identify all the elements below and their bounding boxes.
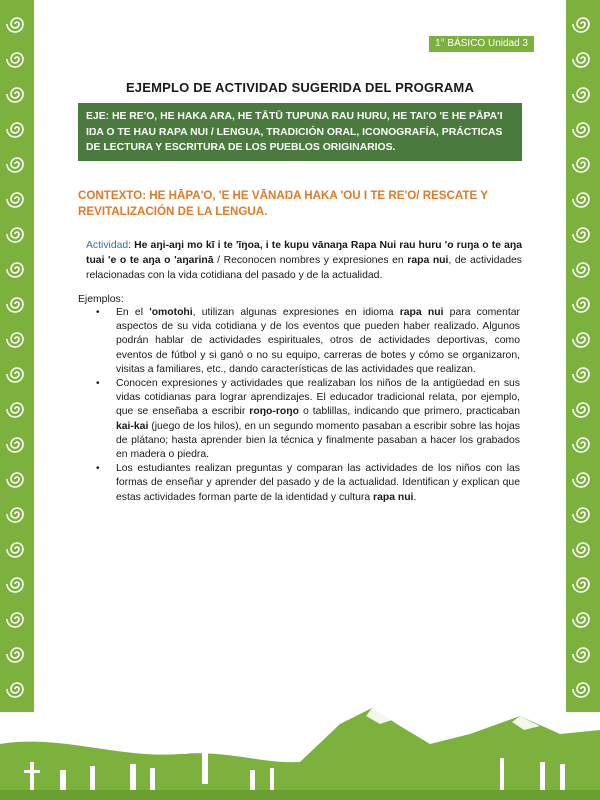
contexto-heading: CONTEXTO: HE HĀPA'O, 'E HE VĀNAŊA HAKA 'OU I TE RE'O/ RESCATE Y REVITALIZACIÓN DE LA LENGUA.	[78, 189, 488, 218]
spiral-motif-icon	[572, 293, 594, 315]
page-title: EJEMPLO DE ACTIVIDAD SUGERIDA DEL PROGRAMA	[125, 80, 475, 95]
item-bold: 'omotohi	[149, 307, 193, 318]
eje-box: EJE: HE RE'O, HE HAKA ARA, HE TĀTŪ TUPUNA RAU HURU, HE TAI'O 'E HE PĀPA'I IŊA O TE HAU RAPA NUI / LENGUA, TRADICIÓN ORAL, ICONOGRAFÍA, PRÁCTICAS DE LECTURA Y ESCRITURA DE LOS PUEBLOS ORIGINARIOS.	[78, 103, 522, 161]
spiral-motif-icon	[6, 398, 28, 420]
spiral-motif-icon	[572, 608, 594, 630]
spiral-motif-icon	[6, 328, 28, 350]
spiral-motif-icon	[6, 503, 28, 525]
spiral-motif-icon	[572, 538, 594, 560]
ejemplos-label: Ejemplos:	[78, 294, 124, 305]
bullet-icon: •	[96, 307, 100, 318]
spiral-motif-icon	[572, 223, 594, 245]
landscape-illustration	[0, 704, 600, 800]
item-text: para comentar aspectos de su vida cotidiana y de los eventos que pueden haber realizado. Algunos podrán hablar de actividades espirituales, otros de actividades deportivas, como eventos de fútbol y si ganó o no su equipo, carreras de botes y cómo se organizaron, visitas a familiares, etc., dando características de las actividades que realizan.	[116, 307, 520, 375]
bullet-icon: •	[96, 378, 100, 390]
spiral-motif-icon	[572, 363, 594, 385]
list-item	[96, 377, 520, 462]
spiral-motif-icon	[572, 678, 594, 700]
actividad-rapanui-title: He aŋi-aŋi mo kī i te 'īŋoa, i te kupu vānaŋa Rapa Nui rau huru 'o ruŋa o te aŋa tuai 'e o te aŋa o 'aŋarinā	[86, 240, 522, 266]
list-item	[96, 462, 520, 505]
item-bold: rapa nui	[373, 491, 414, 503]
item-text: o tablillas, indicando que primero, practicaban	[298, 406, 520, 418]
spiral-motif-icon	[572, 643, 594, 665]
item-text: Conocen expresiones y actividades que realizaban los niños de la antigüedad en sus vidas cotidianas para lograr aprendizajes. El educador tradicional relata, por ejemplo, que se enseñaba a escribir	[116, 378, 520, 418]
unit-badge: 1° BÁSICO Unidad 3	[429, 36, 534, 52]
spiral-motif-icon	[6, 468, 28, 490]
spiral-motif-icon	[572, 573, 594, 595]
actividad-bold-a: rapa nui	[407, 255, 449, 266]
spiral-motif-icon	[572, 398, 594, 420]
item-bold: roŋo-roŋo	[249, 406, 299, 418]
actividad-label: Actividad	[86, 240, 129, 251]
spiral-motif-icon	[6, 538, 28, 560]
spiral-motif-icon	[6, 188, 28, 210]
spiral-motif-icon	[6, 363, 28, 385]
item-bold: kai-kai	[116, 420, 149, 432]
spiral-motif-icon	[572, 48, 594, 70]
spiral-motif-icon	[572, 433, 594, 455]
decorative-border-left	[0, 0, 34, 712]
spiral-motif-icon	[6, 258, 28, 280]
spiral-motif-icon	[572, 468, 594, 490]
spiral-motif-icon	[6, 608, 28, 630]
spiral-motif-icon	[6, 678, 28, 700]
item-text: , utilizan algunas expresiones en idioma	[192, 307, 400, 318]
item-text: Los estudiantes realizan preguntas y comparan las actividades de los niños con las formas de enseñar y aprender del pasado y de la actualidad. Identifican y explican que estas actividades forman parte de la identidad y cultura	[116, 463, 520, 503]
item-text: .	[413, 491, 417, 503]
spiral-motif-icon	[572, 503, 594, 525]
spiral-motif-icon	[6, 433, 28, 455]
spiral-motif-icon	[572, 258, 594, 280]
item-text: En el	[116, 307, 150, 318]
actividad-text-b: , de actividades relacionadas con la vida cotidiana del pasado y de la actualidad.	[86, 255, 523, 281]
item-text: (juego de los hilos), en un segundo momento pasaban a escribir sobre las hojas de plátano; hasta aprender bien la técnica y finalmente pasaban a hacer los grabados en madera o piedra.	[116, 420, 520, 461]
bullet-icon: •	[96, 463, 100, 475]
actividad-text-a: / Reconocen nombres y expresiones en	[213, 255, 408, 266]
spiral-motif-icon	[572, 153, 594, 175]
spiral-motif-icon	[572, 328, 594, 350]
decorative-border-right	[566, 0, 600, 712]
ejemplos-list	[96, 306, 520, 505]
spiral-motif-icon	[572, 13, 594, 35]
item-bold: rapa nui	[399, 307, 444, 318]
spiral-motif-icon	[6, 293, 28, 315]
spiral-motif-icon	[6, 13, 28, 35]
spiral-motif-icon	[572, 118, 594, 140]
spiral-motif-icon	[6, 153, 28, 175]
spiral-motif-icon	[6, 223, 28, 245]
spiral-motif-icon	[572, 188, 594, 210]
list-item	[96, 306, 520, 377]
spiral-motif-icon	[6, 643, 28, 665]
actividad-colon: :	[128, 240, 135, 251]
spiral-motif-icon	[6, 573, 28, 595]
spiral-motif-icon	[6, 48, 28, 70]
spiral-motif-icon	[6, 118, 28, 140]
actividad-paragraph	[86, 238, 522, 283]
